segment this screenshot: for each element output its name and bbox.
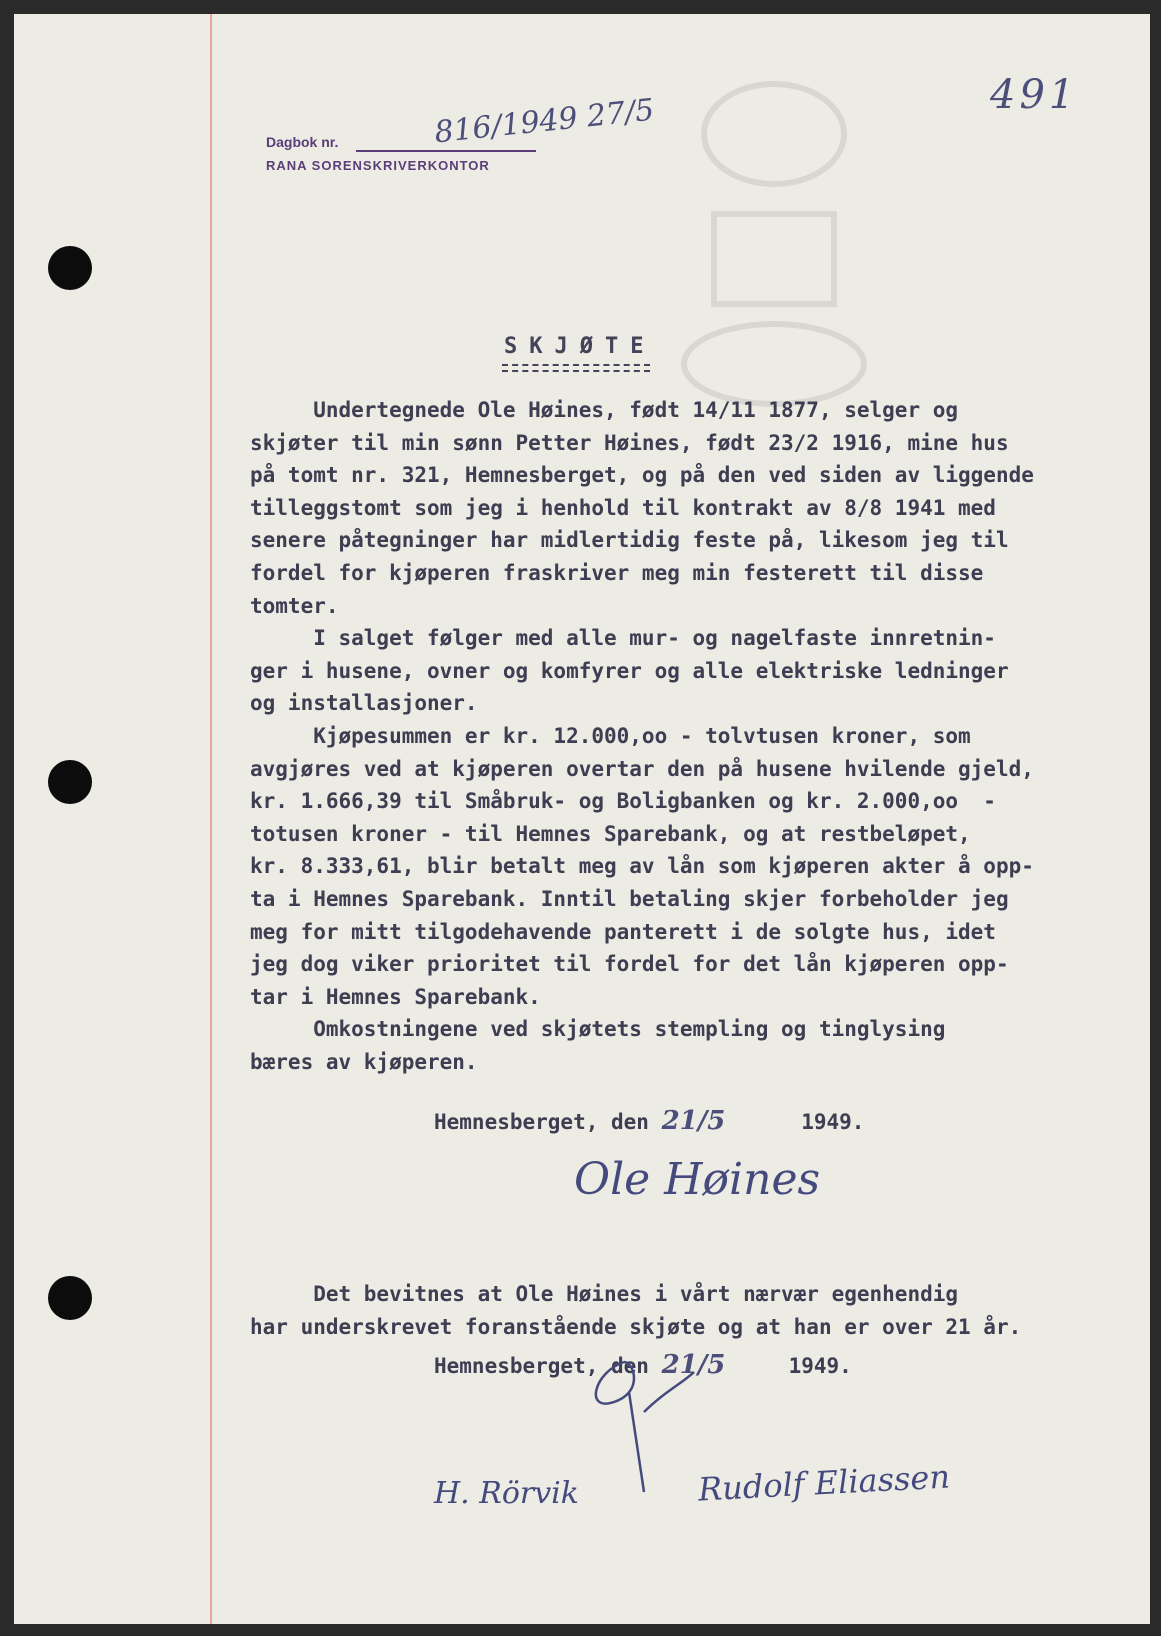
text-line: skjøter til min sønn Petter Høines, født 23/2 1916, mine hus	[250, 430, 1009, 455]
text-line: har underskrevet foranstående skjøte og at han er over 21 år.	[250, 1315, 1022, 1339]
stamp-line-2: RANA SORENSKRIVERKONTOR	[266, 158, 490, 173]
text-line: meg for mitt tilgodehavende panterett i de solgte hus, idet	[250, 919, 996, 944]
paragraph-3	[250, 720, 1090, 1013]
handwritten-date: 21/5	[661, 1350, 726, 1380]
text-line: bæres av kjøperen.	[250, 1049, 478, 1074]
watermark-emblem	[654, 54, 894, 434]
text-line: senere påtegninger har midlertidig feste på, likesom jeg til	[250, 528, 1009, 553]
stamp-line-1: Dagbok nr.	[266, 134, 339, 150]
place-date-prefix: Hemnesberget, den	[434, 1110, 662, 1134]
text-line: totusen kroner - til Hemnes Sparebank, og at restbeløpet,	[250, 821, 971, 846]
text-line: ta i Hemnes Sparebank. Inntil betaling skjer forbeholder jeg	[250, 886, 1009, 911]
place-date-seller	[434, 1106, 864, 1136]
punch-hole-bottom	[48, 1276, 92, 1320]
handwritten-date: 21/5	[661, 1106, 726, 1136]
seller-signature: Ole Høines	[574, 1154, 821, 1205]
text-line: Undertegnede Ole Høines, født 14/11 1877, selger og	[250, 398, 959, 422]
page-number: 491	[990, 72, 1079, 118]
text-line: Kjøpesummen er kr. 12.000,oo - tolvtusen kroner, som	[250, 723, 971, 748]
paragraph-2	[250, 622, 1090, 720]
witness-statement	[250, 1278, 1110, 1344]
text-line: Det bevitnes at Ole Høines i vårt nærvær egenhendig	[250, 1282, 959, 1306]
text-line: jeg dog viker prioritet til fordel for det lån kjøperen opp-	[250, 952, 1009, 977]
place-date-prefix: Hemnesberget, den	[434, 1354, 662, 1378]
text-line: tilleggstomt som jeg i henhold til kontrakt av 8/8 1941 med	[250, 495, 996, 520]
document-title: SKJØTE	[504, 334, 656, 359]
signature-flourish	[584, 1352, 704, 1502]
text-line: kr. 1.666,39 til Småbruk- og Boligbanken og kr. 2.000,oo -	[250, 789, 996, 814]
place-date-year: 1949.	[725, 1110, 865, 1134]
document-page	[14, 14, 1150, 1624]
punch-hole-middle	[48, 760, 92, 804]
text-line: avgjøres ved at kjøperen overtar den på husene hvilende gjeld,	[250, 756, 1034, 781]
text-line: på tomt nr. 321, Hemnesberget, og på den ved siden av liggende	[250, 463, 1034, 488]
paragraph-1	[250, 394, 1090, 622]
text-line: og installasjoner.	[250, 691, 478, 716]
stamp-handwritten-number: 816/1949 27/5	[432, 92, 656, 151]
witness-signature-2: Rudolf Eliassen	[697, 1457, 951, 1509]
text-line: tar i Hemnes Sparebank.	[250, 984, 541, 1009]
margin-line	[210, 14, 212, 1624]
deed-body	[250, 394, 1090, 1078]
title-underline	[502, 364, 650, 372]
text-line: kr. 8.333,61, blir betalt meg av lån som kjøperen akter å opp-	[250, 854, 1034, 879]
text-line: I salget følger med alle mur- og nagelfaste innretnin-	[250, 626, 996, 651]
text-line: ger i husene, ovner og komfyrer og alle elektriske ledninger	[250, 658, 1009, 683]
place-date-year: 1949.	[725, 1354, 852, 1378]
text-line: fordel for kjøperen fraskriver meg min festerett til disse	[250, 560, 984, 585]
paragraph-4	[250, 1013, 1090, 1078]
stamp-rule	[356, 150, 536, 152]
punch-hole-top	[48, 246, 92, 290]
text-line: Omkostningene ved skjøtets stempling og tinglysing	[250, 1017, 946, 1042]
text-line: tomter.	[250, 593, 339, 618]
witness-signature-1: H. Rörvik	[434, 1476, 579, 1511]
